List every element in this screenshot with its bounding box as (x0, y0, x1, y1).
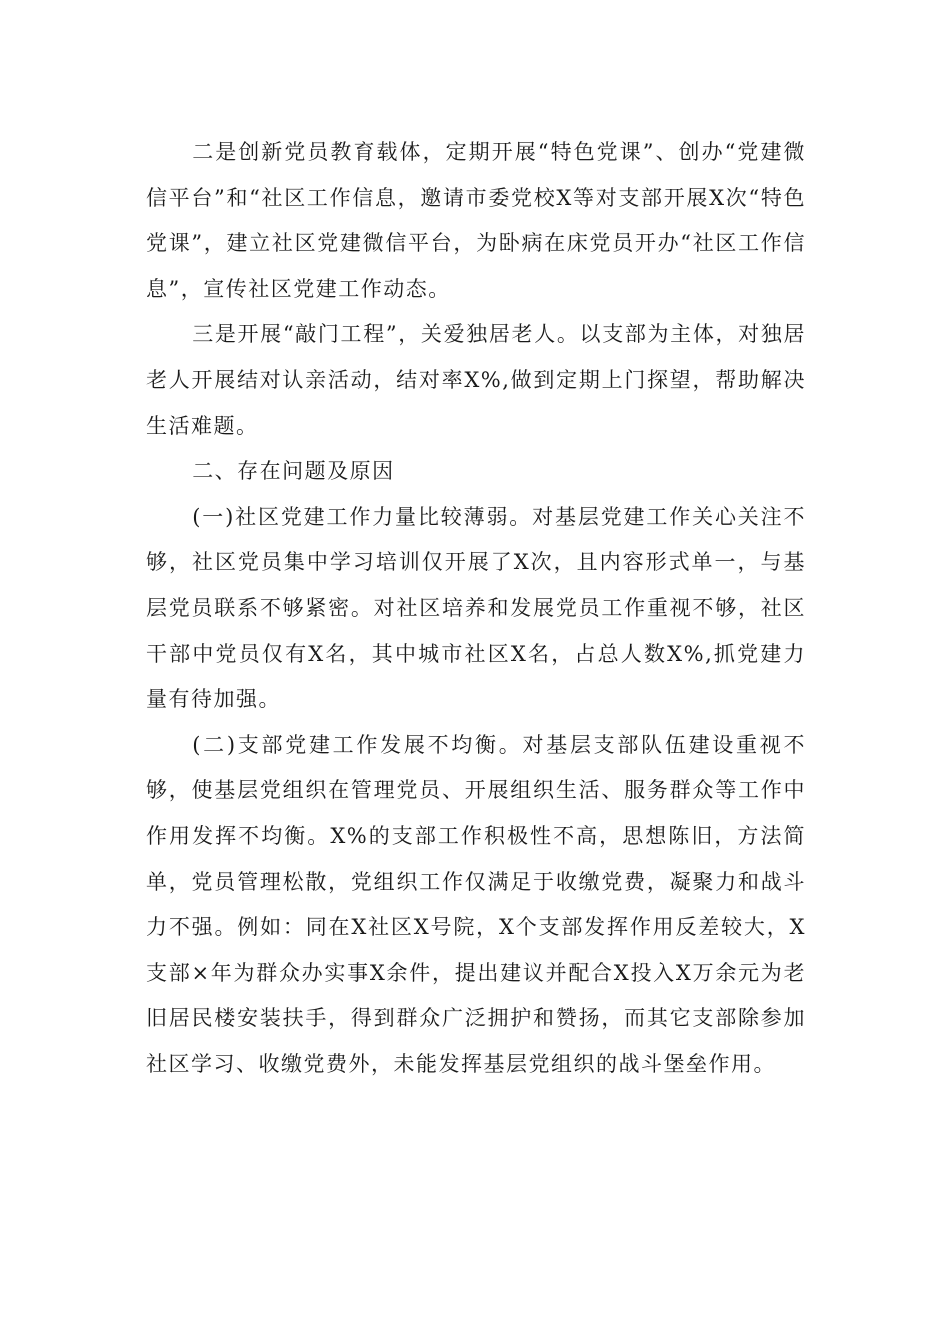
section-heading-problems: 二、存在问题及原因 (192, 459, 395, 484)
paragraph-weak-strength: (一)社区党建工作力量比较薄弱。对基层党建工作关心关注不够，社区党员集中学习培训仅开展了X次，且内容形式单一，与基层党员联系不够紧密。对社区培养和发展党员工作重视不够，社区干部中党员仅有X名，其中城市社区X名，占总人数X%,抓党建力量有待加强。 (146, 504, 806, 712)
paragraph-knock-door-project: 三是开展“敲门工程”，关爱独居老人。以支部为主体，对独居老人开展结对认亲活动，结对率X%,做到定期上门探望，帮助解决生活难题。 (146, 322, 806, 438)
paragraph-unbalanced-development: (二)支部党建工作发展不均衡。对基层支部队伍建设重视不够，使基层党组织在管理党员、开展组织生活、服务群众等工作中作用发挥不均衡。X%的支部工作积极性不高，思想陈旧，方法简单，党员管理松散，党组织工作仅满足于收缴党费，凝聚力和战斗力不强。例如：同在X社区X号院，X个支部发挥作用反差较大，X支部×年为群众办实事X余件，提出建议并配合X投入X万余元为老旧居民楼安装扶手，得到群众广泛拥护和赞扬，而其它支部除参加社区学习、收缴党费外，未能发挥基层党组织的战斗堡垒作用。 (146, 732, 806, 1076)
document-body (146, 130, 806, 1087)
paragraph-party-education: 二是创新党员教育载体，定期开展“特色党课”、创办“党建微信平台”和“社区工作信息，邀请市委党校X等对支部开展X次“特色党课”，建立社区党建微信平台，为卧病在床党员开办“社区工作信息”，宣传社区党建工作动态。 (146, 140, 806, 301)
